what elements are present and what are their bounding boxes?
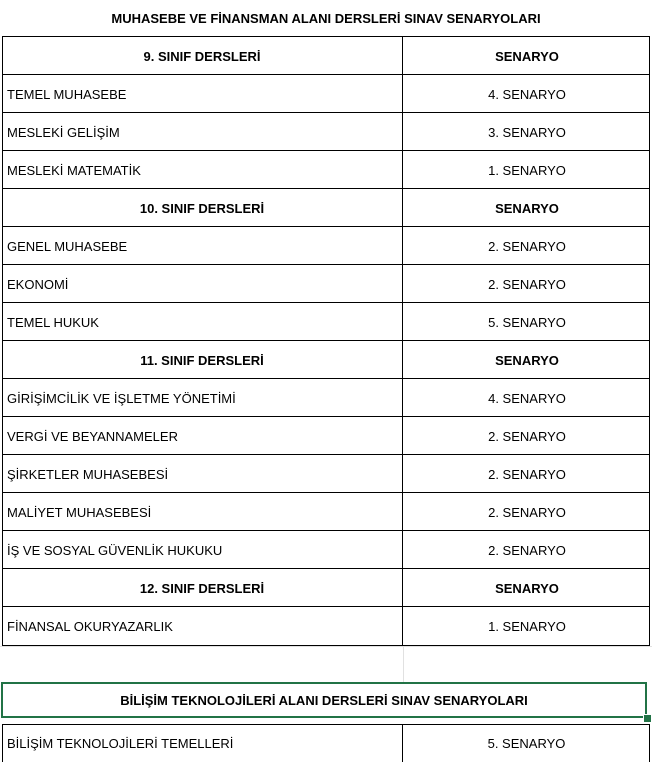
section-header-row[interactable] (2, 568, 650, 607)
scenario-cell[interactable]: 2. SENARYO (488, 504, 566, 520)
scenario-header[interactable]: SENARYO (495, 352, 559, 368)
scenario-cell[interactable]: 2. SENARYO (488, 238, 566, 254)
grade-header[interactable]: 12. SINIF DERSLERİ (2, 569, 403, 607)
grade-header[interactable]: 11. SINIF DERSLERİ (2, 341, 403, 379)
course-cell[interactable]: MESLEKİ MATEMATİK (2, 151, 403, 189)
course-cell[interactable]: MESLEKİ GELİŞİM (2, 113, 403, 151)
selected-cell-second-title[interactable]: BİLİŞİM TEKNOLOJİLERİ ALANI DERSLERİ SINAV SENARYOLARI (1, 682, 647, 718)
course-cell[interactable]: TEMEL MUHASEBE (2, 75, 403, 113)
sheet-title[interactable]: MUHASEBE VE FİNANSMAN ALANI DERSLERİ SINAV SENARYOLARI (111, 10, 541, 26)
scenario-header[interactable]: SENARYO (495, 580, 559, 596)
table-row[interactable] (2, 112, 650, 151)
scenario-cell[interactable]: 5. SENARYO (487, 736, 566, 751)
table-row[interactable] (2, 264, 650, 303)
scenario-header[interactable]: SENARYO (495, 48, 559, 64)
course-cell[interactable]: GENEL MUHASEBE (2, 227, 403, 265)
section-header-row[interactable] (2, 340, 650, 379)
scenario-header[interactable]: SENARYO (495, 200, 559, 216)
fill-handle[interactable] (643, 714, 652, 723)
course-cell[interactable]: VERGİ VE BEYANNAMELER (2, 417, 403, 455)
section-header-row[interactable] (2, 36, 650, 75)
table-row[interactable] (2, 74, 650, 113)
table-right-border (649, 36, 650, 645)
scenario-cell[interactable]: 2. SENARYO (488, 542, 566, 558)
table-row[interactable] (2, 226, 650, 265)
scenario-cell[interactable]: 2. SENARYO (488, 428, 566, 444)
empty-row[interactable] (2, 646, 650, 682)
course-cell[interactable]: ŞİRKETLER MUHASEBESİ (2, 455, 403, 493)
grade-header[interactable]: 9. SINIF DERSLERİ (2, 37, 403, 75)
table-row[interactable] (2, 606, 650, 645)
table-left-border (2, 36, 3, 645)
scenario-cell[interactable]: 5. SENARYO (488, 314, 566, 330)
table-row[interactable] (2, 724, 650, 762)
course-cell[interactable]: FİNANSAL OKURYAZARLIK (2, 607, 403, 645)
table-row[interactable] (2, 530, 650, 569)
scenario-cell[interactable]: 2. SENARYO (488, 466, 566, 482)
scenario-cell[interactable]: 2. SENARYO (488, 276, 566, 292)
table-row[interactable] (2, 416, 650, 455)
table-row[interactable] (2, 492, 650, 531)
course-cell[interactable]: BİLİŞİM TEKNOLOJİLERİ TEMELLERİ (3, 725, 403, 762)
course-cell[interactable]: MALİYET MUHASEBESİ (2, 493, 403, 531)
table-row[interactable] (2, 454, 650, 493)
course-cell[interactable]: İŞ VE SOSYAL GÜVENLİK HUKUKU (2, 531, 403, 569)
grade-header[interactable]: 10. SINIF DERSLERİ (2, 189, 403, 227)
course-cell[interactable]: EKONOMİ (2, 265, 403, 303)
gridline (403, 646, 404, 682)
scenario-cell[interactable]: 1. SENARYO (488, 618, 566, 634)
table-row[interactable] (2, 378, 650, 417)
scenario-cell[interactable]: 4. SENARYO (488, 86, 566, 102)
scenario-cell[interactable]: 4. SENARYO (488, 390, 566, 406)
section-header-row[interactable] (2, 188, 650, 227)
course-cell[interactable]: GİRİŞİMCİLİK VE İŞLETME YÖNETİMİ (2, 379, 403, 417)
table-row[interactable] (2, 150, 650, 189)
scenario-cell[interactable]: 3. SENARYO (488, 124, 566, 140)
table-row[interactable] (2, 302, 650, 341)
scenario-cell[interactable]: 1. SENARYO (488, 162, 566, 178)
course-cell[interactable]: TEMEL HUKUK (2, 303, 403, 341)
